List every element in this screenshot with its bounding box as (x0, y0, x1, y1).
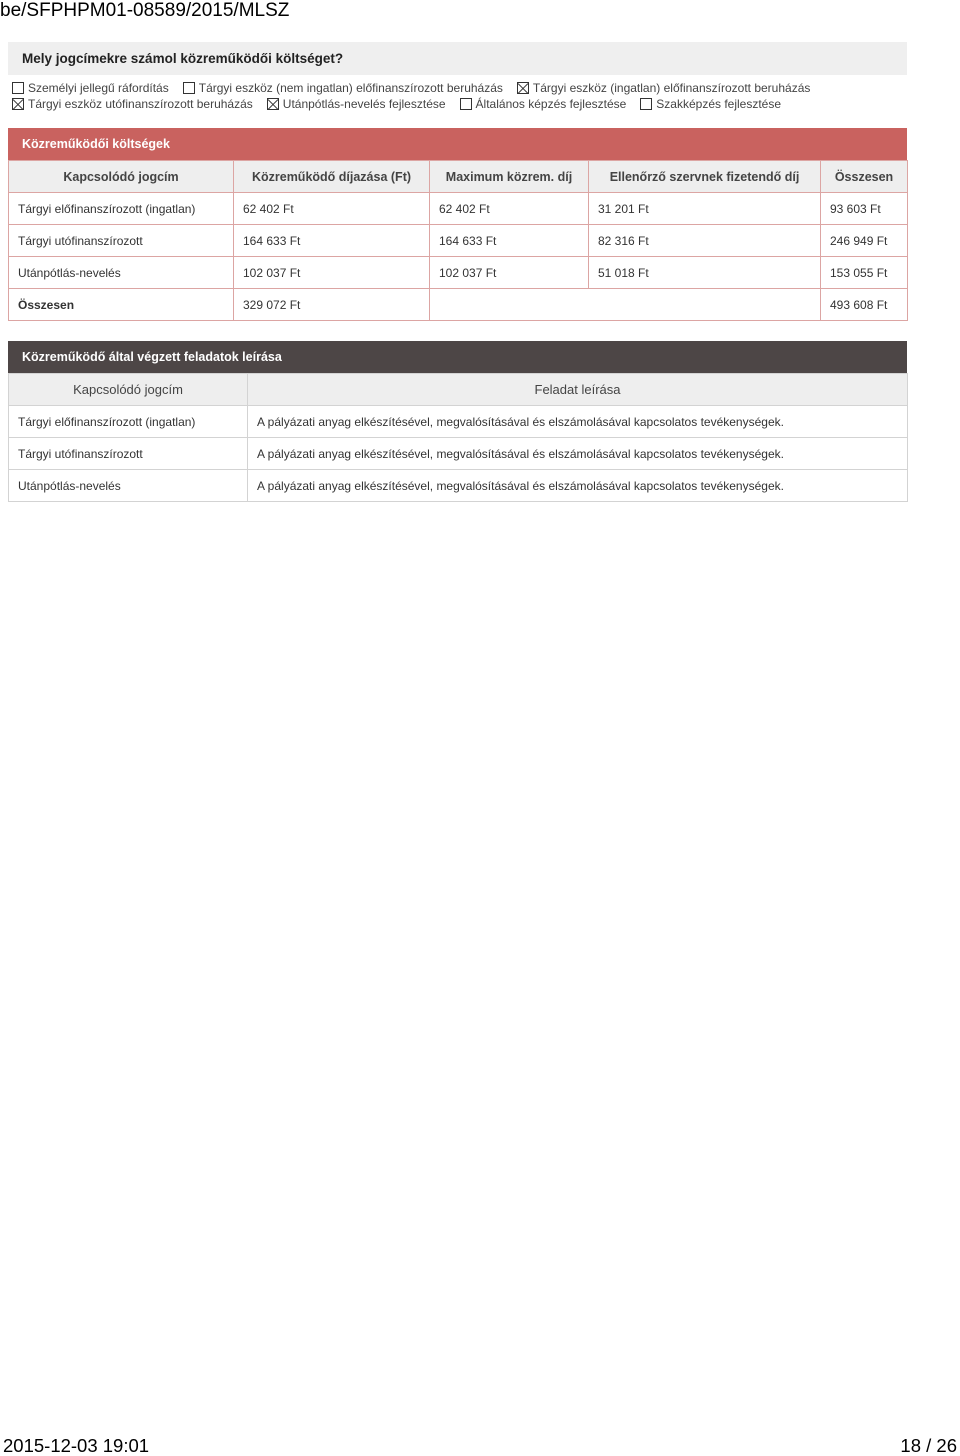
option-label: Személyi jellegű ráfordítás (28, 81, 169, 95)
cell-osszesen: 246 949 Ft (821, 225, 908, 257)
tasks-section-title: Közreműködő által végzett feladatok leírása (22, 350, 282, 364)
checkbox-icon (12, 98, 24, 110)
cell-maximum: 102 037 Ft (430, 257, 589, 289)
cell-total-osszesen: 493 608 Ft (821, 289, 908, 321)
cell-dijazas: 102 037 Ft (234, 257, 430, 289)
column-header-jogcim: Kapcsolódó jogcím (9, 161, 234, 193)
cell-jogcim: Tárgyi utófinanszírozott (9, 438, 248, 470)
table-row (9, 406, 908, 438)
option-szakkepzes (640, 96, 781, 112)
cell-maximum: 62 402 Ft (430, 193, 589, 225)
column-header-ellenorzo: Ellenőrző szervnek fizetendő díj (589, 161, 821, 193)
cell-jogcim: Tárgyi előfinanszírozott (ingatlan) (9, 406, 248, 438)
checkbox-icon (517, 82, 529, 94)
cell-leiras: A pályázati anyag elkészítésével, megvalósításával és elszámolásával kapcsolatos tevékenységek. (248, 438, 908, 470)
cell-empty (430, 289, 821, 321)
option-label: Tárgyi eszköz (nem ingatlan) előfinanszírozott beruházás (198, 81, 503, 95)
cell-jogcim: Tárgyi előfinanszírozott (ingatlan) (9, 193, 234, 225)
option-label: Utánpótlás-nevelés fejlesztése (282, 97, 446, 111)
cell-leiras: A pályázati anyag elkészítésével, megvalósításával és elszámolásával kapcsolatos tevékenységek. (248, 470, 908, 502)
column-header-maximum: Maximum közrem. díj (430, 161, 589, 193)
option-list (12, 80, 824, 112)
option-targyi-nem-ingatlan-elofinanszirozott (183, 80, 503, 96)
table-row (9, 438, 908, 470)
table-row (9, 257, 908, 289)
cell-maximum: 164 633 Ft (430, 225, 589, 257)
checkbox-icon (640, 98, 652, 110)
cell-leiras: A pályázati anyag elkészítésével, megvalósításával és elszámolásával kapcsolatos tevékenységek. (248, 406, 908, 438)
checkbox-icon (12, 82, 24, 94)
cell-osszesen: 153 055 Ft (821, 257, 908, 289)
cell-ellenorzo: 31 201 Ft (589, 193, 821, 225)
column-header-dijazas: Közreműködő díjazása (Ft) (234, 161, 430, 193)
table-header-row (9, 161, 908, 193)
option-utanpotlas-neveles (267, 96, 446, 112)
cell-total-dijazas: 329 072 Ft (234, 289, 430, 321)
question-title: Mely jogcímekre számol közreműködői költséget? (22, 51, 344, 66)
option-line-2 (12, 96, 824, 112)
footer-timestamp: 2015-12-03 19:01 (3, 1435, 150, 1456)
option-line-1 (12, 80, 824, 96)
cell-ellenorzo: 82 316 Ft (589, 225, 821, 257)
option-altalanos-kepzes (460, 96, 627, 112)
costs-section-header (8, 128, 907, 160)
cell-jogcim: Utánpótlás-nevelés (9, 257, 234, 289)
cell-jogcim: Utánpótlás-nevelés (9, 470, 248, 502)
option-label: Szakképzés fejlesztése (656, 97, 782, 111)
column-header-jogcim: Kapcsolódó jogcím (9, 374, 248, 406)
table-row (9, 193, 908, 225)
cell-jogcim: Tárgyi utófinanszírozott (9, 225, 234, 257)
cell-dijazas: 62 402 Ft (234, 193, 430, 225)
cell-ellenorzo: 51 018 Ft (589, 257, 821, 289)
option-targyi-utofinanszirozott (12, 96, 253, 112)
table-row (9, 225, 908, 257)
checkbox-icon (460, 98, 472, 110)
option-label: Tárgyi eszköz utófinanszírozott beruházás (28, 97, 253, 111)
question-header (8, 42, 907, 75)
checkbox-icon (183, 82, 195, 94)
option-targyi-ingatlan-elofinanszirozott (517, 80, 810, 96)
document-id: be/SFPHPM01-08589/2015/MLSZ (0, 0, 290, 21)
table-header-row (9, 374, 908, 406)
costs-table (8, 160, 908, 321)
column-header-leiras: Feladat leírása (248, 374, 908, 406)
cell-osszesen: 93 603 Ft (821, 193, 908, 225)
tasks-table (8, 373, 908, 502)
table-row (9, 470, 908, 502)
option-szemelyi-jellegu (12, 80, 169, 96)
column-header-osszesen: Összesen (821, 161, 908, 193)
option-label: Általános képzés fejlesztése (475, 97, 627, 111)
checkbox-icon (267, 98, 279, 110)
footer-page-number: 18 / 26 (900, 1435, 957, 1456)
cell-total-label: Összesen (9, 289, 234, 321)
costs-section-title: Közreműködői költségek (22, 137, 170, 151)
cell-dijazas: 164 633 Ft (234, 225, 430, 257)
option-label: Tárgyi eszköz (ingatlan) előfinanszírozott beruházás (532, 81, 811, 95)
tasks-section-header (8, 341, 907, 373)
costs-total-row (9, 289, 908, 321)
